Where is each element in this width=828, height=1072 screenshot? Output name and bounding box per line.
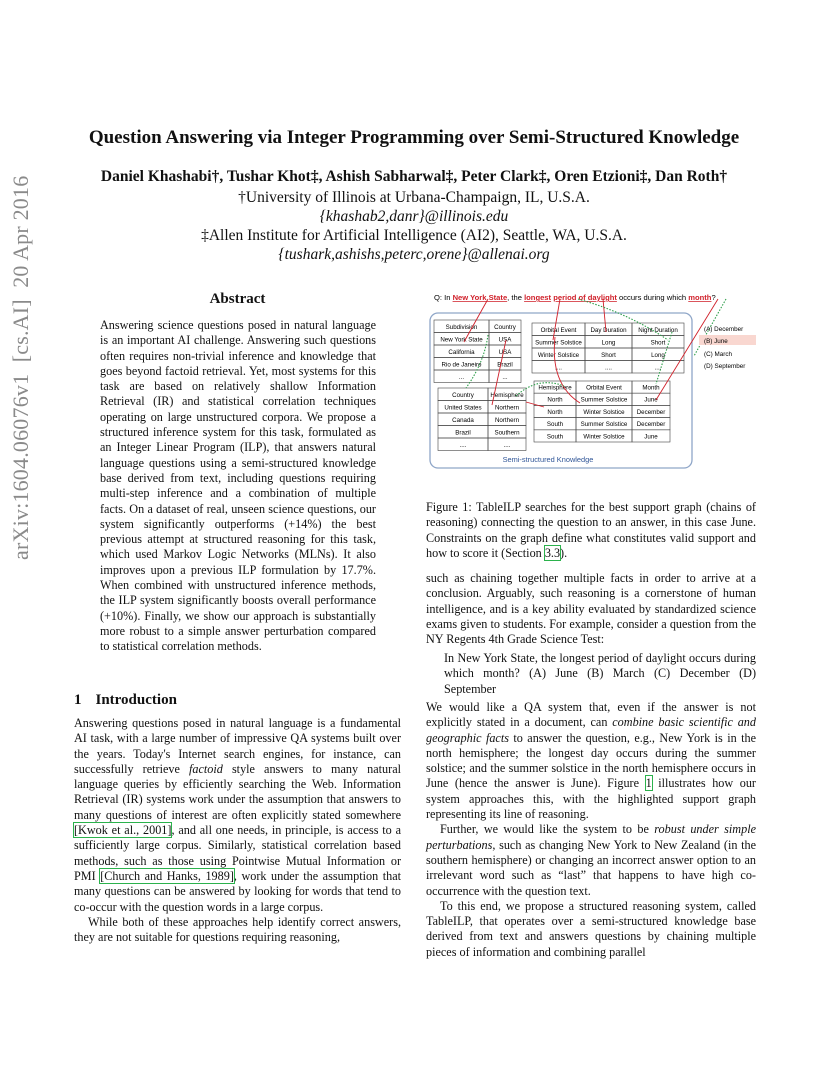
table-cell: North [547, 396, 563, 404]
option-c: (C) March [704, 351, 732, 358]
table-cell: USA [498, 336, 512, 344]
option-d: (D) September [704, 363, 746, 370]
table-hemisphere-month [534, 381, 670, 442]
email-illinois: {khashab2,danr}@illinois.edu [319, 208, 509, 225]
section-title: Introduction [95, 692, 177, 708]
table-cell: United States [444, 404, 482, 412]
support-link [526, 402, 544, 407]
table-header-cell: Hemisphere [490, 391, 524, 399]
table-header-cell: Country [452, 391, 474, 399]
table-cell: Long [601, 339, 616, 347]
affiliation-ai2: ‡Allen Institute for Artificial Intelligence (AI2), Seattle, WA, U.S.A. [201, 227, 627, 244]
table-header-cell: Orbital Event [540, 326, 577, 334]
table-cell: December [636, 421, 666, 429]
alignment-link [578, 299, 668, 340]
email-ai2: {tushark,ashishs,peterc,orene}@allenai.org [278, 246, 550, 263]
table-cell: December [636, 408, 666, 416]
table-cell: Long [651, 351, 665, 359]
table-cell: Summer Solstice [580, 421, 628, 429]
figure-caption: Figure 1: TableILP searches for the best support graph (chains of reasoning) connecting the question to an answer, in this case June. Constraints on the graph define what constitutes valid support and how to score it (Section 3.3). [426, 500, 756, 561]
figure-ref[interactable]: 1 [645, 776, 652, 791]
right-paragraph-2: We would like a QA system that, even if the answer is not explicitly stated in a document, can combine basic scientific and geographic facts to answer the question, e.g., New York is in the north hemisphere; the longest day occurs during the summer solstice; and the summer solstice in the north hemisphere occurs in June (hence the answer is June). Figure 1 illustrates how our system approaches this, with the highlighted support graph representing its line of reasoning. [426, 700, 757, 822]
table-cell: South [546, 421, 564, 429]
abstract-heading: Abstract [209, 291, 266, 307]
table-cell: Winter Solstice [583, 433, 625, 441]
table-cell: .... [654, 364, 662, 372]
figure-question: Q: In New York State, the longest period of daylight occurs during which month? [434, 293, 716, 302]
section-number: 1 [74, 692, 82, 708]
table-cell: USA [498, 348, 512, 356]
table-cell: Northern [494, 416, 520, 424]
table-cell: Summer Solstice [580, 396, 628, 404]
intro-column [74, 716, 401, 945]
intro-paragraph-2: While both of these approaches help identify correct answers, they are not suitable for questions requiring reasoning, [74, 914, 401, 945]
table-cell: ... [458, 373, 465, 381]
table-cell: Summer Solstice [535, 339, 582, 347]
table-cell: .... [503, 441, 511, 449]
table-cell: Winter Solstice [583, 408, 625, 416]
table-header-cell: Night Duration [638, 326, 678, 334]
paper-title: Question Answering via Integer Programming over Semi-Structured Knowledge [88, 127, 740, 148]
table-header-cell: Month [642, 384, 660, 392]
right-column-bottom [426, 700, 756, 960]
table-cell: Rio de Janeiro [441, 361, 482, 369]
right-paragraph-3: Further, we would like the system to be robust under simple perturbations, such as changing New York to New Zealand (in the southern hemisphere) or changing an incorrect answer option to an irrelevant word such as “last” that happens to have high co-occurrence with the question text. [426, 822, 756, 898]
author-list: Daniel Khashabi†, Tushar Khot‡, Ashish Sabharwal‡, Peter Clark‡, Oren Etzioni‡, Dan Roth† [100, 168, 728, 185]
intro-paragraph-1: Answering questions posed in natural language is a fundamental AI task, with a large number of impressive QA systems built over the years. Today's Internet search engines, for instance, can successfully retrieve factoid style answers to many natural language queries by efficiently searching the Web. Information Retrieval (IR) systems work under the assumption that answers to many questions of interest are often explicitly stated somewhere [Kwok et al., 2001], and all one needs, in principle, is access to a sufficiently large corpus. Similarly, statistical correlation based methods, such as those using Pointwise Mutual Information or PMI [Church and Hanks, 1989], work under the assumption that many questions can be answered by looking for words that tend to co-occur with the question words in a large corpus. [74, 716, 402, 914]
option-a: (A) December [704, 326, 744, 333]
table-cell: Short [650, 339, 666, 347]
arxiv-identifier: arXiv:1604.06076v1 [cs.AI] 20 Apr 2016 [8, 175, 33, 560]
table-cell: .... [605, 364, 612, 372]
citation-kwok[interactable]: [Kwok et al., 2001] [74, 823, 172, 838]
option-b: (B) June [704, 338, 728, 345]
table-country-hemisphere [438, 388, 526, 451]
table-subdivision-country [434, 320, 521, 383]
table-header-cell: Day Duration [590, 326, 627, 334]
section-heading-introduction [74, 692, 177, 709]
table-cell: June [644, 396, 658, 404]
table-cell: Short [601, 351, 616, 359]
support-link [553, 299, 560, 340]
table-cell: ... [502, 373, 508, 381]
table-cell: Southern [494, 429, 520, 437]
table-cell: South [546, 433, 564, 441]
right-paragraph-1: such as chaining together multiple facts in order to arrive at a conclusion. Arguably, such reasoning is a cornerstone of human intelligence, and is a key ability evaluated by standardized science exams given to students. For example, consider a question from the NY Regents 4th Grade Science Test: [426, 571, 756, 647]
table-cell: Northern [494, 404, 520, 412]
knowledge-box-label: Semi-structured Knowledge [502, 455, 594, 464]
table-cell: Brazil [497, 361, 513, 369]
abstract-text: Answering science questions posed in natural language is an important AI challenge. Answering such questions often requires non-trivial inference and knowledge that goes beyond factoid retrieval. Yet, most systems for this task are based on relatively shallow Information Retrieval (IR) and statistical correlation techniques operating on large unstructured corpora. We propose a structured inference system for this task, formulated as an Integer Linear Program (ILP), that answers natural language questions using a semi-structured knowledge base derived from text, including questions requiring multi-step inference and a combination of multiple facts. On a dataset of real, unseen science questions, our system significantly outperforms (+14%) the best previous attempt at structured reasoning for this task, which used Markov Logic Networks (MLNs). It also improves upon a previous ILP formulation by 17.7%. When combined with unstructured inference methods, the ILP system significantly boosts overall performance (+10%). Finally, we show our approach is substantially more robust to a simple answer perturbation compared to statistical correlation methods. [100, 318, 376, 654]
table-cell: .... [555, 364, 562, 372]
table-cell: California [448, 348, 475, 356]
figure-1 [428, 288, 756, 472]
table-cell: Brazil [455, 429, 471, 437]
table-header-cell: Orbital Event [586, 384, 622, 392]
table-header-cell: Country [494, 323, 516, 331]
citation-church[interactable]: [Church and Hanks, 1989] [100, 868, 234, 883]
table-header-cell: Subdivision [445, 323, 478, 331]
right-paragraph-4: To this end, we propose a structured reasoning system, called TableILP, that operates over a semi-structured knowledge base derived from text and answers questions by chaining multiple pieces of information and combining parallel [426, 898, 756, 959]
right-column-top [426, 571, 756, 647]
section-ref[interactable]: 3.3 [544, 546, 561, 561]
table-cell: New York State [440, 336, 483, 344]
table-cell: June [644, 433, 658, 441]
table-cell: North [547, 408, 563, 416]
table-cell: .... [459, 441, 467, 449]
table-header-cell: Hemisphere [538, 384, 572, 392]
table-cell: Canada [452, 416, 474, 424]
table-cell: Winter Solstice [537, 351, 580, 359]
affiliation-illinois: †University of Illinois at Urbana-Champaign, IL, U.S.A. [238, 189, 590, 206]
example-question-quote: In New York State, the longest period of daylight occurs during which month? (A) June (B) March (C) December (D) September [444, 651, 756, 696]
